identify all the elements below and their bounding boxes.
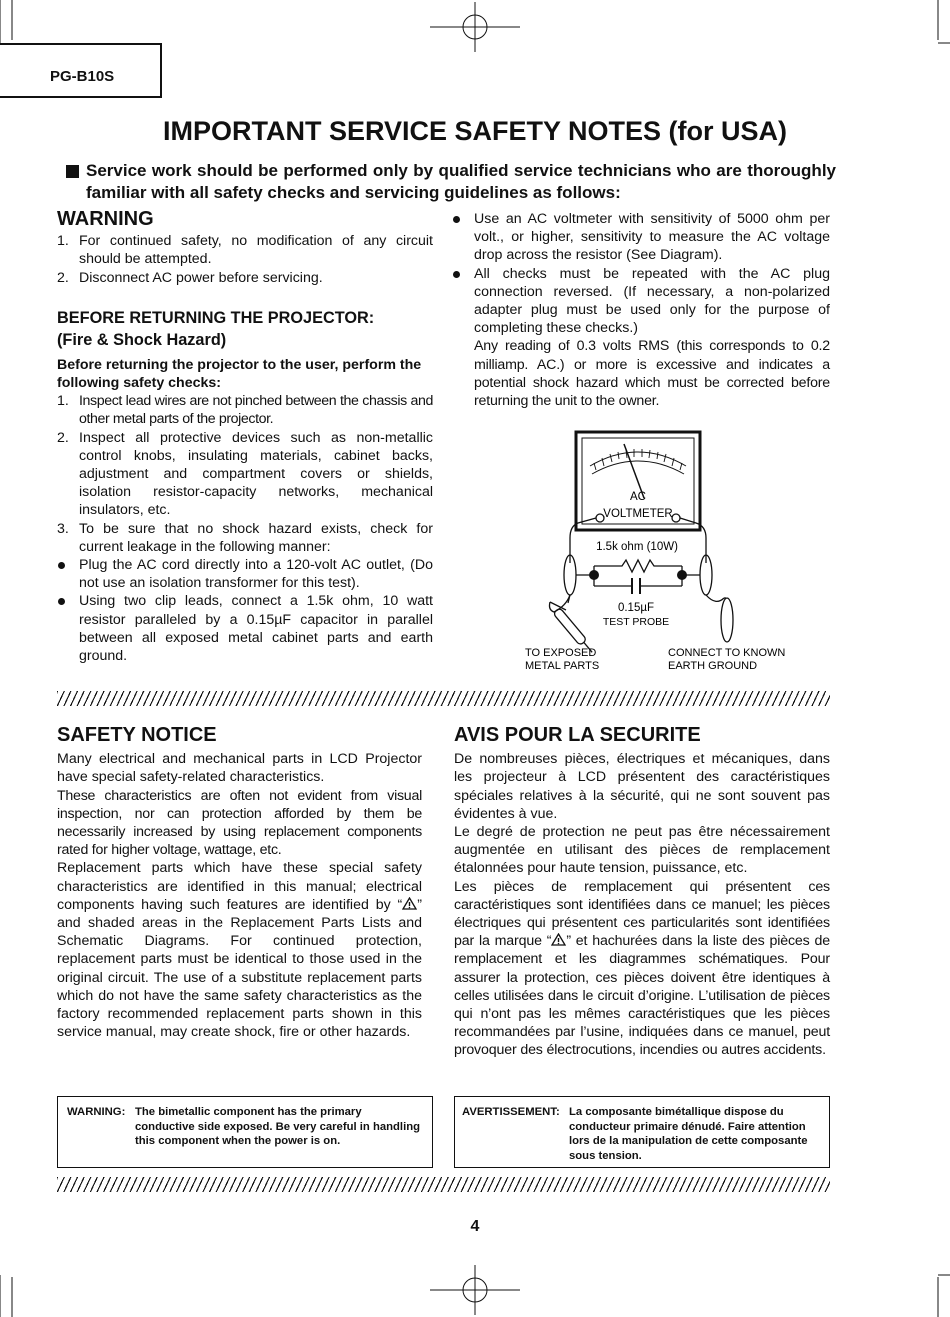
- bullet-icon: [453, 216, 460, 223]
- avertissement-label: AVERTISSEMENT:: [462, 1106, 560, 1118]
- exposed-metal-label: TO EXPOSED: [525, 647, 597, 659]
- earth-ground-label: CONNECT TO KNOWN: [668, 647, 786, 659]
- avis-paragraph: Les pièces de remplacement qui présentent ces caractéristiques sont identifiées dans ce manuel; les pièces électriques qui présentent ces particularités sont identifiées par la marque “ ” et hachurées dans la liste des pièces de remplacement et les diagrammes schématiques. Pour assurer la protection, ces pièces doivent être identiques à celles utilisées dans le circuit d’origine. L’utilisation de pièces qui n’ont pas les mêmes caractéristiques que les pièces recommandées par l’usine, indiquées dans ce manuel, peut provoquer des électrocutions, incendies ou autres accidents.: [454, 878, 831, 1059]
- check-item: 3. To be sure that no shock hazard exists, check for current leakage in the following manner:: [57, 520, 433, 555]
- leakage-test-diagram: [520, 428, 810, 678]
- warning-triangle-icon: [551, 933, 566, 946]
- avertissement-text: La composante bimétallique dispose du conducteur primaire dénudé. Faire attention lors de la manipulation de cette composante sous tension.: [569, 1106, 808, 1162]
- bullet-icon: [58, 562, 65, 569]
- page-number: 4: [470, 1218, 480, 1235]
- warning-heading: WARNING: [57, 208, 154, 230]
- avis-section: [454, 726, 830, 1060]
- safety-notice-heading: SAFETY NOTICE: [57, 724, 217, 746]
- warning-label: WARNING:: [67, 1106, 126, 1118]
- check-bullet: Plug the AC cord directly into a 120-volt AC outlet, (Do not use an isolation transformer for this test).: [57, 556, 433, 592]
- checks-intro: Before returning the projector to the user, perform the following safety checks:: [57, 356, 422, 392]
- check-item: 1. Inspect lead wires are not pinched between the chassis and other metal parts of the projector.: [57, 393, 433, 428]
- check-bullet: Using two clip leads, connect a 1.5k ohm, 10 watt resistor paralleled by a 0.15µF capacitor in parallel between all exposed metal cabinet parts and earth ground.: [57, 592, 433, 665]
- warning-item: 1. For continued safety, no modification of any circuit should be attempted.: [57, 233, 433, 268]
- square-bullet-icon: [66, 165, 79, 178]
- safety-notice-section: [57, 726, 422, 1041]
- intro-statement: Service work should be performed only by qualified service technicians who are thoroughly familiar with all safety checks and servicing guidelines as follows:: [66, 160, 836, 204]
- warning-triangle-icon: [402, 897, 417, 910]
- reverse-check-bullet: All checks must be repeated with the AC plug connection reversed. (If necessary, a non-polarized adapter plug must be used only for the purpose of completing these checks.): [452, 265, 830, 338]
- safety-notice-paragraph: Many electrical and mechanical parts in LCD Projector have special safety-related characteristics.: [57, 751, 422, 786]
- avertissement-box: [454, 1096, 830, 1168]
- safety-notice-paragraph: Replacement parts which have these special safety characteristics are identified in this manual; electrical components having such features are identified by “ ” and shaded areas in the Replacement Parts Lists and Schematic Diagrams. For continued protection, replacement parts must be identical to those used in the original circuit. The use of a substitute replacement parts which do not have the same safety characteristics as the factory recommended replacement parts shown in this service manual, may create shock, fire or other hazards.: [57, 860, 422, 1041]
- model-number: PG-B10S: [50, 68, 115, 85]
- warning-item: 2. Disconnect AC power before servicing.: [57, 269, 323, 286]
- bullet-icon: [58, 598, 65, 605]
- right-column: [452, 210, 830, 410]
- avis-paragraph: De nombreuses pièces, électriques et mécaniques, dans les projecteur à LCD présentent des caractéristiques spéciales relatives à la sécurité, qui ne sont souvent pas évidentes à vue.: [454, 751, 830, 822]
- capacitor-label: 0.15µF: [617, 602, 655, 614]
- bimetallic-warning-box: [57, 1096, 433, 1168]
- bullet-icon: [453, 271, 460, 278]
- test-probe-label: TEST PROBE: [602, 616, 670, 628]
- voltmeter-bullet: Use an AC voltmeter with sensitivity of 5000 ohm per volt., or higher, sensitivity to measure the AC voltage drop across the resistor (See Diagram).: [452, 210, 830, 265]
- page-title: IMPORTANT SERVICE SAFETY NOTES (for USA): [162, 116, 788, 146]
- reading-note: Any reading of 0.3 volts RMS (this corresponds to 0.2 milliamp. AC.) or more is excessive and indicates a potential shock hazard which must be corrected before returning the unit to the owner.: [474, 338, 830, 410]
- hazard-subheading: (Fire & Shock Hazard): [57, 330, 227, 349]
- bimetallic-warning-text: The bimetallic component has the primary conductive side exposed. Be very careful in handling this component when the power is on.: [135, 1106, 421, 1147]
- exposed-metal-label-2: METAL PARTS: [525, 660, 600, 672]
- before-returning-heading: BEFORE RETURNING THE PROJECTOR:: [57, 308, 375, 327]
- resistor-label: 1.5k ohm (10W): [596, 541, 678, 553]
- model-box: [0, 43, 162, 98]
- meter-label-ac: AC: [630, 491, 646, 503]
- safety-notice-paragraph: These characteristics are often not evident from visual inspection, nor can protection afforded by them be necessarily increased by using replacement components rated for higher voltage, wattage, etc.: [57, 787, 422, 859]
- avis-heading: AVIS POUR LA SECURITE: [454, 724, 701, 746]
- earth-ground-label-2: EARTH GROUND: [668, 660, 758, 672]
- meter-label-voltmeter: VOLTMETER: [603, 508, 673, 520]
- hatched-divider: [57, 1177, 830, 1192]
- left-column: [57, 210, 433, 665]
- hatched-divider: [57, 691, 830, 706]
- avis-paragraph: Le degré de protection ne peut pas être nécessairement augmentée en utilisant des pièces de remplacement étalonnées pour haute tension, puissance, etc.: [454, 824, 830, 877]
- check-item: 2. Inspect all protective devices such as non-metallic control knobs, insulating materials, cabinet backs, adjustment and compartment covers or shields, isolation resistor-capacity networks, mechanical insulators, etc.: [57, 429, 433, 519]
